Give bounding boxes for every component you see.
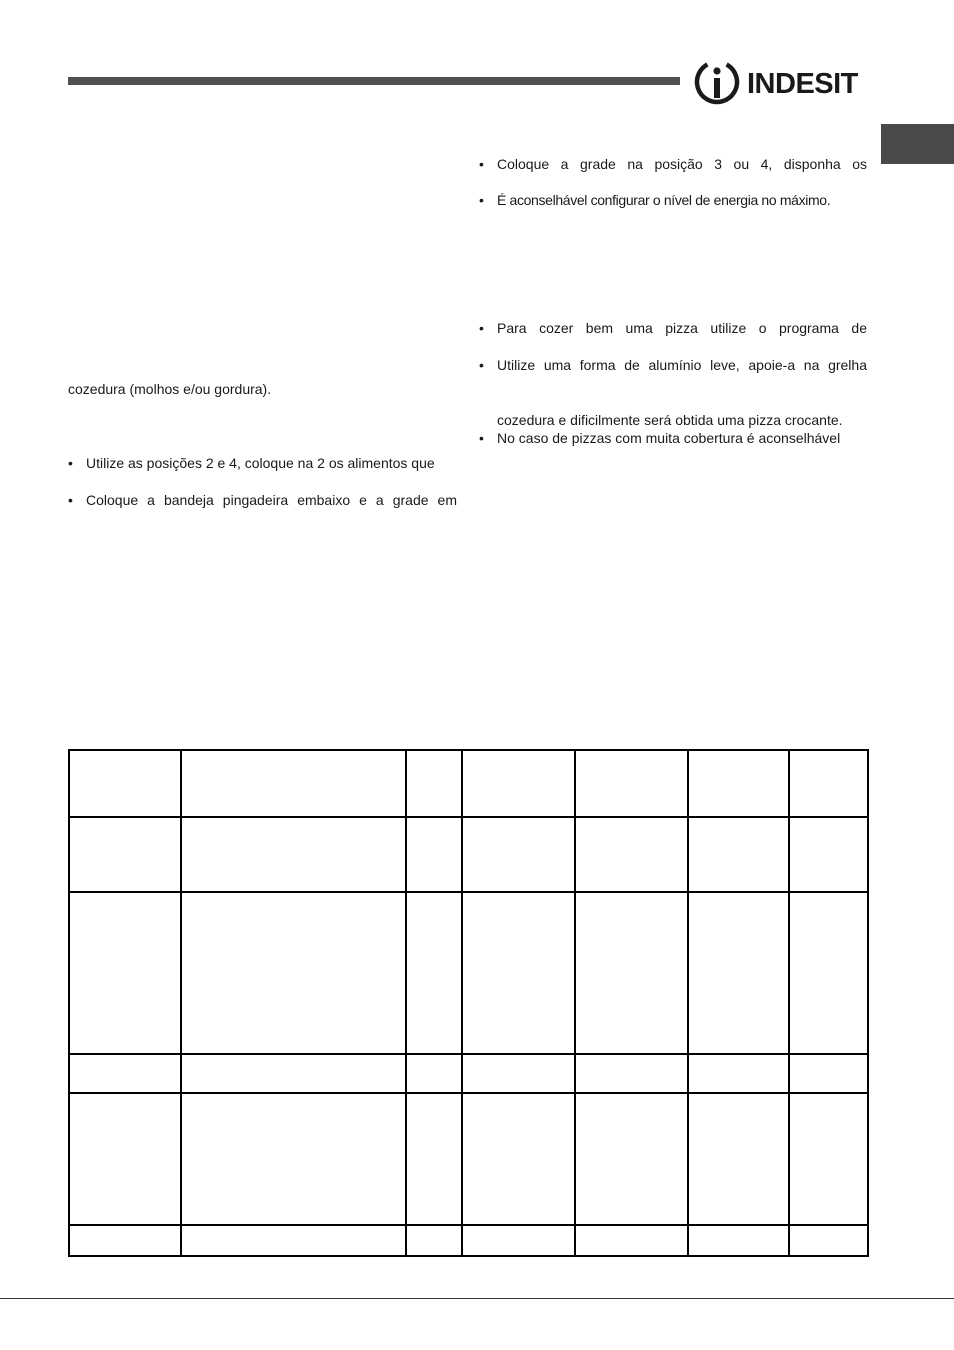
- header-rule: [68, 77, 680, 85]
- right-bullet-5: No caso de pizzas com muita cobertura é aconselhável: [497, 430, 841, 446]
- table-cell: [181, 1225, 406, 1256]
- table-row: [69, 817, 868, 892]
- svg-text:INDESIT: INDESIT: [747, 68, 858, 100]
- table-cell: [406, 750, 462, 817]
- table-cell: [181, 1054, 406, 1093]
- table-cell: [181, 1093, 406, 1225]
- table-cell: [462, 1054, 575, 1093]
- table-cell: [181, 892, 406, 1054]
- table-row: [69, 1225, 868, 1256]
- table-cell: [688, 1225, 789, 1256]
- bullet-marker: •: [479, 357, 484, 373]
- table-cell: [688, 1054, 789, 1093]
- side-tab: [881, 124, 954, 164]
- table-cell: [688, 1093, 789, 1225]
- table-cell: [181, 817, 406, 892]
- bullet-marker: •: [479, 320, 484, 336]
- table-cell: [406, 1093, 462, 1225]
- table-row: [69, 892, 868, 1054]
- table-cell: [789, 1093, 868, 1225]
- table-cell: [688, 817, 789, 892]
- table-cell: [789, 1225, 868, 1256]
- table-cell: [462, 892, 575, 1054]
- table-cell: [688, 892, 789, 1054]
- table-cell: [406, 817, 462, 892]
- footer-rule: [0, 1298, 954, 1299]
- bullet-marker: •: [479, 430, 484, 446]
- table-cell: [789, 817, 868, 892]
- table-cell: [575, 892, 688, 1054]
- table-cell: [575, 1093, 688, 1225]
- table-cell: [789, 892, 868, 1054]
- indesit-logo: [694, 58, 869, 106]
- right-bullet-1: Coloque a grade na posição 3 ou 4, disponha os: [497, 156, 867, 172]
- table-cell: [575, 750, 688, 817]
- table-cell: [688, 750, 789, 817]
- table-cell: [575, 1225, 688, 1256]
- right-continuation: cozedura e dificilmente será obtida uma pizza crocante.: [497, 412, 843, 428]
- right-bullet-2: É aconselhável configurar o nível de energia no máximo.: [497, 192, 831, 208]
- bullet-marker: •: [68, 492, 73, 508]
- bullet-marker: •: [479, 156, 484, 172]
- table-cell: [69, 750, 181, 817]
- table-cell: [69, 1093, 181, 1225]
- table-cell: [69, 1225, 181, 1256]
- left-bullet-2: Coloque a bandeja pingadeira embaixo e a grade em: [86, 492, 457, 508]
- table-row: [69, 1093, 868, 1225]
- table-cell: [69, 1054, 181, 1093]
- table-header-row: [69, 750, 868, 817]
- table-cell: [406, 1054, 462, 1093]
- table-cell: [181, 750, 406, 817]
- table-cell: [575, 817, 688, 892]
- left-bullet-1: Utilize as posições 2 e 4, coloque na 2 os alimentos que: [86, 455, 435, 471]
- table-cell: [462, 1093, 575, 1225]
- cooking-table: [68, 749, 869, 1257]
- table-cell: [789, 750, 868, 817]
- right-bullet-3: Para cozer bem uma pizza utilize o programa de: [497, 320, 867, 336]
- table-cell: [462, 1225, 575, 1256]
- table-cell: [69, 892, 181, 1054]
- table-cell: [462, 750, 575, 817]
- bullet-marker: •: [68, 455, 73, 471]
- left-continuation: cozedura (molhos e/ou gordura).: [68, 381, 272, 397]
- right-bullet-4: Utilize uma forma de alumínio leve, apoie-a na grelha: [497, 357, 867, 373]
- table-cell: [462, 817, 575, 892]
- table-cell: [789, 1054, 868, 1093]
- table-cell: [406, 892, 462, 1054]
- table-cell: [406, 1225, 462, 1256]
- table-cell: [575, 1054, 688, 1093]
- bullet-marker: •: [479, 192, 484, 208]
- table-cell: [69, 817, 181, 892]
- table-row: [69, 1054, 868, 1093]
